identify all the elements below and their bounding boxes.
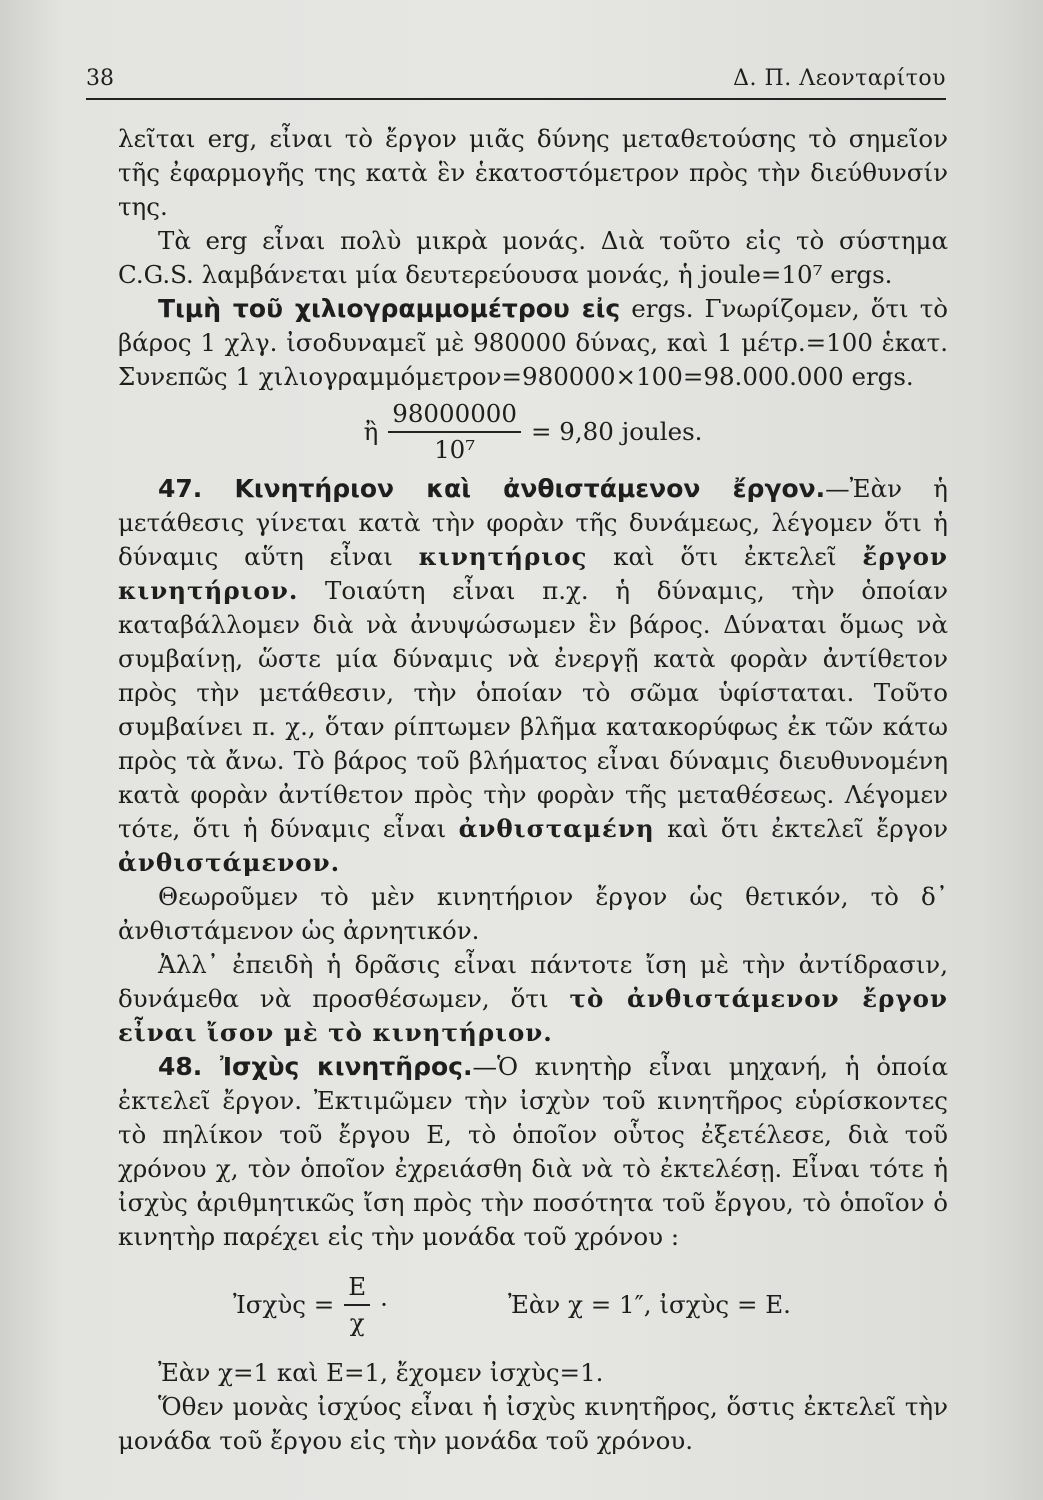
paragraph-power-unit: Ὅθεν μονὰς ἰσχύος εἶναι ἡ ἰσχὺς κινητῆρος, ὅστις ἐκτελεῖ τὴν μονάδα τοῦ ἔργου εἰς τὴν μονάδα τοῦ χρόνου. (118, 1392, 948, 1455)
power-formula (233, 1272, 388, 1338)
eq2-denominator: χ (349, 1308, 365, 1337)
eq2-numerator: E (344, 1272, 370, 1306)
kilogrammeter-text: ergs. Γνωρίζομεν, ὅτι τὸ βάρος 1 χλγ. ἰσοδυναμεῖ μὲ 980000 δύνας, καὶ 1 μέτρ.=100 ἑκατ. Συνεπῶς 1 χιλιογραμμόμετρον=980000×100=98.000.000 ergs. (118, 294, 948, 391)
term-kinitirios: κινητήριος (418, 542, 588, 571)
section-48 (118, 1050, 948, 1254)
kilogrammeter-heading: Τιμὴ τοῦ χιλιογραμμομέτρου εἰς (158, 294, 621, 323)
page-body (118, 122, 948, 1458)
action-reaction-text: Ἀλλ᾽ ἐπειδὴ ἡ δρᾶσις εἶναι πάντοτε ἴση μὲ τὴν ἀντίδρασιν, δυνάμεθα νὰ προσθέσωμεν, ὅτι (118, 950, 948, 1013)
section-47-text-1: —Ἐὰν ἡ μετάθεσις γίνεται κατὰ τὴν φορὰν τῆς δυνάμεως, λέγομεν ὅτι ἡ δύναμις αὕτη εἶναι (118, 474, 948, 571)
section-47 (118, 472, 948, 880)
running-head: Δ. Π. Λεονταρίτου (733, 66, 946, 91)
eq1-denominator: 10⁷ (434, 435, 476, 464)
section-48-heading: 48. Ἰσχὺς κινητῆρος. (158, 1052, 473, 1081)
equation-power (118, 1260, 948, 1350)
eq1-numerator: 98000000 (388, 399, 521, 433)
eq2-dot: · (380, 1290, 388, 1319)
paragraph-kilogrammeter (118, 292, 948, 394)
eq1-fraction (388, 399, 521, 465)
section-47-text-2: καὶ ὅτι ἐκτελεῖ (587, 542, 863, 571)
term-anthistamenon: ἀνθιστάμενον. (118, 848, 341, 877)
term-ergon-kinitirion: ἔργον κινητήριον. (118, 542, 949, 605)
equation-joules (118, 396, 948, 468)
paragraph-action-reaction (118, 948, 948, 1050)
eq1-prefix: ἢ (363, 417, 379, 446)
eq2-rhs: Ἐὰν χ = 1″, ἰσχὺς = E. (507, 1290, 791, 1319)
eq2-lhs: Ἰσχὺς = (233, 1290, 335, 1319)
paragraph-sign-convention: Θεωροῦμεν τὸ μὲν κινητήριον ἔργον ὡς θετικόν, τὸ δ᾽ ἀνθιστάμενον ὡς ἀρνητικόν. (118, 882, 948, 945)
section-47-heading: 47. Κινητήριον καὶ ἀνθιστάμενον ἔργον. (158, 474, 826, 503)
action-reaction-conclusion: τὸ ἀνθιστάμενον ἔργον εἶναι ἴσον μὲ τὸ κινητήριον. (118, 984, 948, 1047)
header-rule (86, 98, 946, 100)
section-47-text-4: καὶ ὅτι ἐκτελεῖ ἔργον (654, 814, 948, 843)
eq2-fraction (344, 1272, 370, 1338)
page-number: 38 (86, 66, 114, 91)
paragraph-erg-units: Τὰ erg εἶναι πολὺ μικρὰ μονάς. Διὰ τοῦτο εἰς τὸ σύστημα C.G.S. λαμβάνεται μία δευτερεύουσα μονάς, ἡ joule=10⁷ ergs. (118, 226, 948, 289)
page-header (86, 60, 946, 100)
paragraph-unit-values: Ἐὰν χ=1 καὶ E=1, ἔχομεν ἰσχὺς=1. (158, 1358, 604, 1387)
section-48-text: —Ὁ κινητὴρ εἶναι μηχανή, ἡ ὁποία ἐκτελεῖ ἔργον. Ἐκτιμῶμεν τὴν ἰσχὺν τοῦ κινητῆρος εὑρίσκοντες τὸ πηλίκον τοῦ ἔργου E, τὸ ὁποῖον οὗτος ἐξετέλεσε, διὰ τοῦ χρόνου χ, τὸν ὁποῖον ἐχρειάσθη διὰ νὰ τὸ ἐκτελέσῃ. Εἶναι τότε ἡ ἰσχὺς ἀριθμητικῶς ἴση πρὸς τὴν ποσότητα τοῦ ἔργου, τὸ ὁποῖον ὁ κινητὴρ παρέχει εἰς τὴν μονάδα τοῦ χρόνου : (118, 1052, 949, 1251)
section-47-text-3: Τοιαύτη εἶναι π.χ. ἡ δύναμις, τὴν ὁποίαν καταβάλλομεν διὰ νὰ ἀνυψώσωμεν ἓν βάρος. Δύναται ὅμως νὰ συμβαίνῃ, ὥστε μία δύναμις νὰ ἐνεργῇ κατὰ φορὰν ἀντίθετον πρὸς τὴν μετάθεσιν, τὴν ὁποίαν τὸ σῶμα ὑφίσταται. Τοῦτο συμβαίνει π. χ., ὅταν ρίπτωμεν βλῆμα κατακορύφως ἐκ τῶν κάτω πρὸς τὰ ἄνω. Τὸ βάρος τοῦ βλήματος εἶναι δύναμις διευθυνομένη κατὰ φορὰν ἀντίθετον πρὸς τὴν φορὰν τῆς μεταθέσεως. Λέγομεν τότε, ὅτι ἡ δύναμις εἶναι (118, 576, 948, 843)
paragraph-continuation: λεῖται erg, εἶναι τὸ ἔργον μιᾶς δύνης μεταθετούσης τὸ σημεῖον τῆς ἐφαρμογῆς της κατὰ ἓν ἑκατοστόμετρον πρὸς τὴν διεύθυνσίν της. (118, 124, 948, 221)
term-anthistameni: ἀνθισταμένη (458, 814, 655, 843)
eq1-result: = 9,80 joules. (530, 417, 703, 446)
